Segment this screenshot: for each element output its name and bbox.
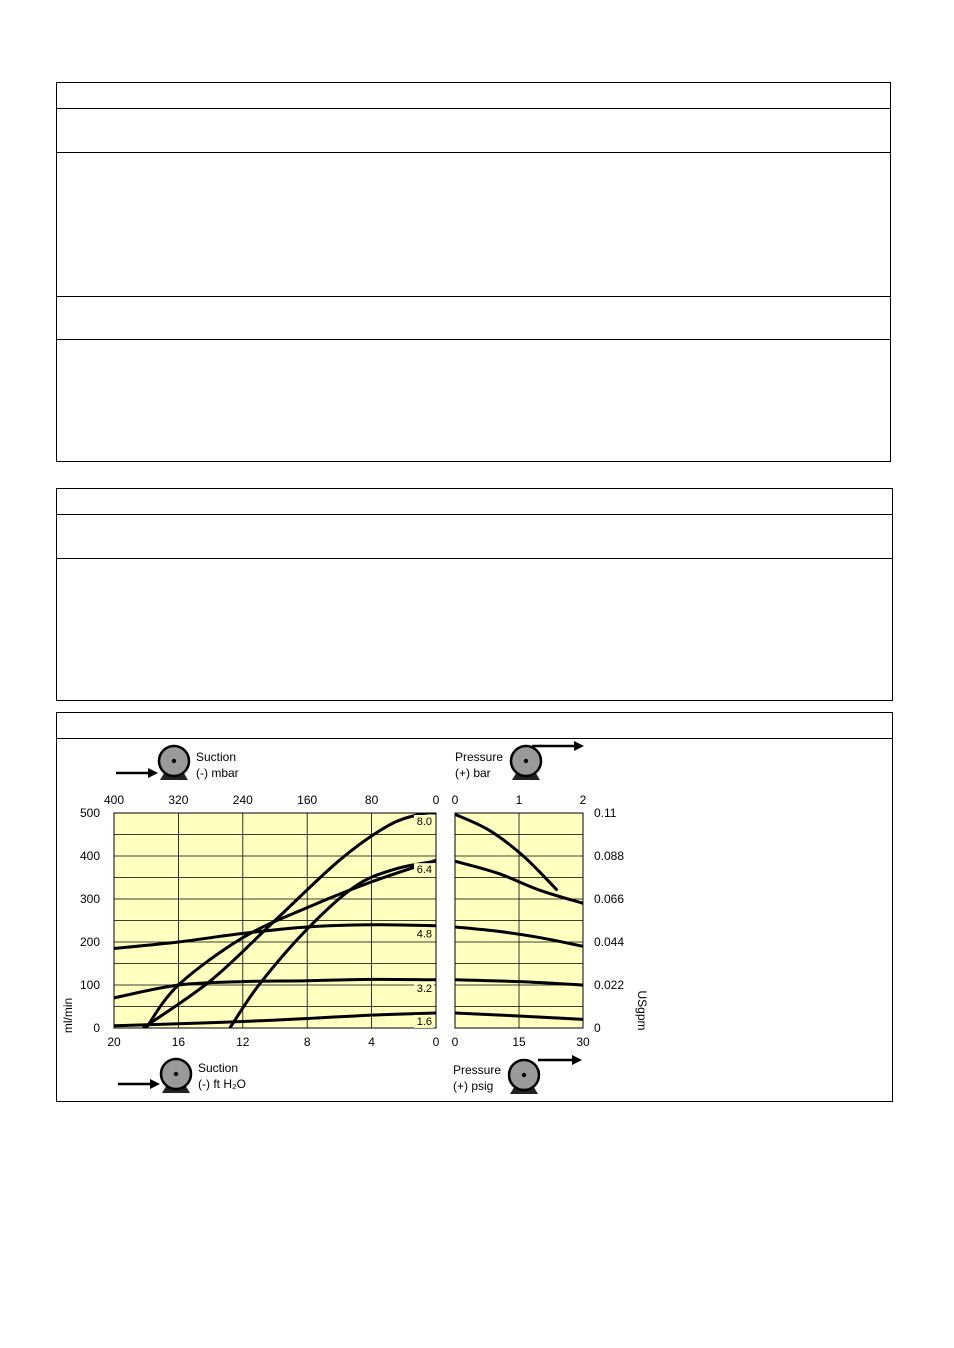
x-bottom-tick-label: 0 — [432, 1035, 440, 1049]
arrow-icon — [116, 768, 158, 778]
suction-mbar-caption: (-) mbar — [196, 766, 239, 780]
pump-icon — [159, 746, 189, 780]
curve-label: 4.8 — [416, 928, 432, 941]
x-top-tick-label: 400 — [103, 793, 125, 807]
x-top-tick-label: 2 — [579, 793, 587, 807]
curve-label: 3.2 — [416, 982, 432, 995]
x-top-tick-label: 240 — [232, 793, 253, 807]
x-bottom-tick-label: 16 — [171, 1035, 186, 1049]
y-tick-label: 200 — [79, 935, 100, 949]
arrow-icon — [538, 1055, 582, 1065]
y-right-tick-label: 0.088 — [594, 849, 625, 863]
x-bottom-tick-label: 12 — [236, 1035, 250, 1049]
y-right-tick-label: 0.11 — [594, 806, 617, 820]
pump-icon — [161, 1059, 191, 1093]
x-bottom-tick-label: 0 — [451, 1035, 459, 1049]
y-right-tick-label: 0.044 — [594, 935, 625, 949]
x-top-tick-label: 1 — [515, 793, 523, 807]
pressure-psig-caption: (+) psig — [453, 1079, 494, 1093]
y-right-tick-label: 0 — [594, 1021, 601, 1035]
x-top-tick-label: 80 — [364, 793, 379, 807]
y-tick-label: 0 — [93, 1021, 100, 1035]
x-top-tick-label: 0 — [432, 793, 440, 807]
y-tick-label: 400 — [79, 849, 100, 863]
arrow-icon — [540, 741, 584, 751]
suction-mbar-caption: Suction — [196, 750, 237, 764]
arrow-icon — [118, 1079, 160, 1089]
y-tick-label: 100 — [79, 978, 100, 992]
y-tick-label: 300 — [79, 892, 100, 906]
x-bottom-tick-label: 4 — [368, 1035, 375, 1049]
suction-ft-caption: Suction — [198, 1061, 239, 1075]
pump-icon — [511, 746, 541, 780]
pump-icon — [509, 1060, 539, 1094]
x-bottom-tick-label: 15 — [512, 1035, 526, 1049]
curve-label: 6.4 — [416, 864, 432, 877]
y-right-tick-label: 0.022 — [594, 978, 625, 992]
pressure-psig-caption: Pressure — [453, 1063, 502, 1077]
x-bottom-tick-label: 8 — [303, 1035, 311, 1049]
y-axis-label: ml/min — [61, 997, 75, 1034]
y-right-tick-label: 0.066 — [594, 892, 625, 906]
suction-ft-caption: (-) ft H₂O — [198, 1077, 246, 1091]
pressure-bar-caption: Pressure — [455, 750, 504, 764]
pressure-bar-caption: (+) bar — [455, 766, 491, 780]
curve-label: 1.6 — [416, 1015, 432, 1028]
x-bottom-tick-label: 20 — [107, 1035, 121, 1049]
x-top-tick-label: 320 — [168, 793, 189, 807]
x-top-tick-label: 160 — [297, 793, 318, 807]
y-right-axis-label: USgpm — [635, 990, 649, 1031]
x-bottom-tick-label: 30 — [576, 1035, 590, 1049]
x-top-tick-label: 0 — [451, 793, 459, 807]
y-tick-label: 500 — [79, 806, 100, 820]
curve-label: 8.0 — [416, 816, 432, 828]
